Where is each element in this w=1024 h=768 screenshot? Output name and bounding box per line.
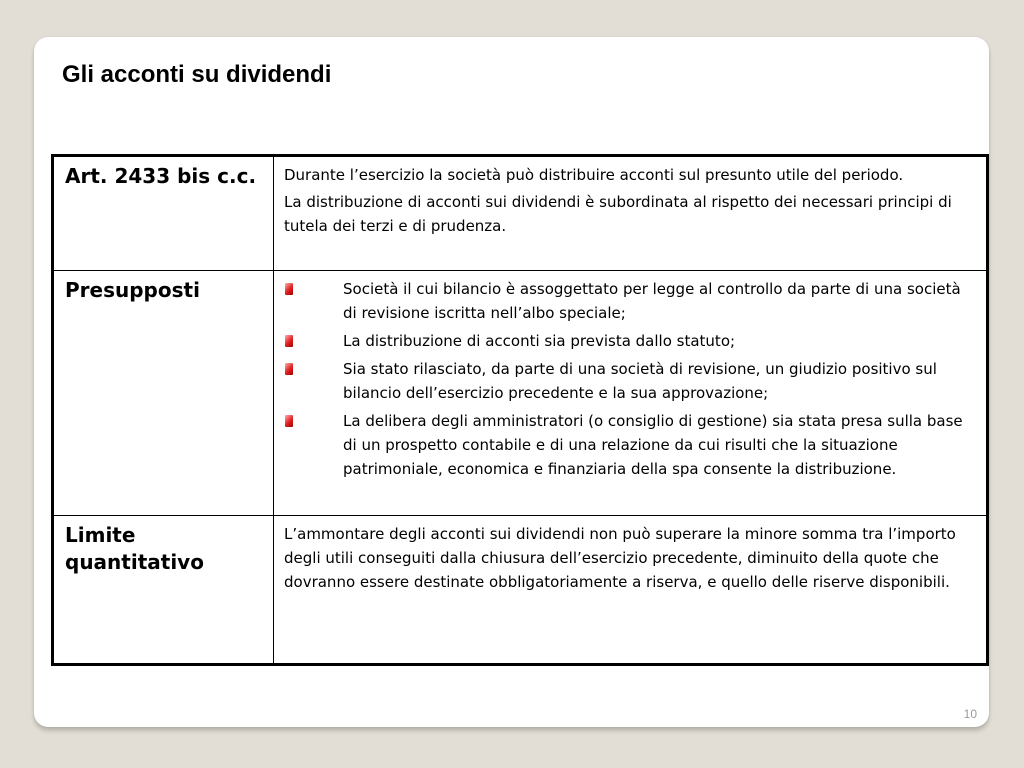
red-square-bullet-icon (285, 283, 293, 295)
red-square-bullet-icon (285, 335, 293, 347)
list-item-text: Sia stato rilasciato, da parte di una società di revisione, un giudizio positivo sul bilancio dell’esercizio precedente e la sua approvazione; (343, 360, 937, 402)
list-item (284, 357, 976, 405)
row-content (274, 156, 988, 271)
row-content (274, 516, 988, 665)
red-square-bullet-icon (285, 415, 293, 427)
slide-title: Gli acconti su dividendi (62, 61, 332, 88)
page-number: 10 (963, 707, 977, 721)
list-item (284, 329, 976, 353)
list-item (284, 277, 976, 325)
row-heading: Limite quantitativo (53, 516, 274, 665)
row-heading: Art. 2433 bis c.c. (53, 156, 274, 271)
list-item-text: La distribuzione di acconti sia prevista dallo statuto; (343, 332, 736, 350)
row-content (274, 271, 988, 516)
list-item-text: La delibera degli amministratori (o consiglio di gestione) sia stata presa sulla base di un prospetto contabile e di una relazione da cui risulti che la situazione patrimoniale, economica e finanziaria della spa consente la distribuzione. (343, 412, 963, 478)
paragraph: L’ammontare degli acconti sui dividendi non può superare la minore somma tra l’importo degli utili conseguiti dalla chiusura dell’esercizio precedente, diminuito della quote che dovranno essere destinate obbligatoriamente a riserva, e quello delle riserve disponibili. (284, 525, 956, 591)
bullet-list (284, 277, 976, 481)
paragraph: La distribuzione di acconti sui dividendi è subordinata al rispetto dei necessari principi di tutela dei terzi e di prudenza. (284, 193, 952, 235)
content-table (51, 154, 989, 666)
slide (34, 37, 989, 727)
row-heading: Presupposti (53, 271, 274, 516)
table-row (53, 156, 988, 271)
list-item-text: Società il cui bilancio è assoggettato per legge al controllo da parte di una società di revisione iscritta nell’albo speciale; (343, 280, 961, 322)
paragraph: Durante l’esercizio la società può distribuire acconti sul presunto utile del periodo. (284, 166, 904, 184)
table-row (53, 271, 988, 516)
table-row (53, 516, 988, 665)
list-item (284, 409, 976, 481)
red-square-bullet-icon (285, 363, 293, 375)
